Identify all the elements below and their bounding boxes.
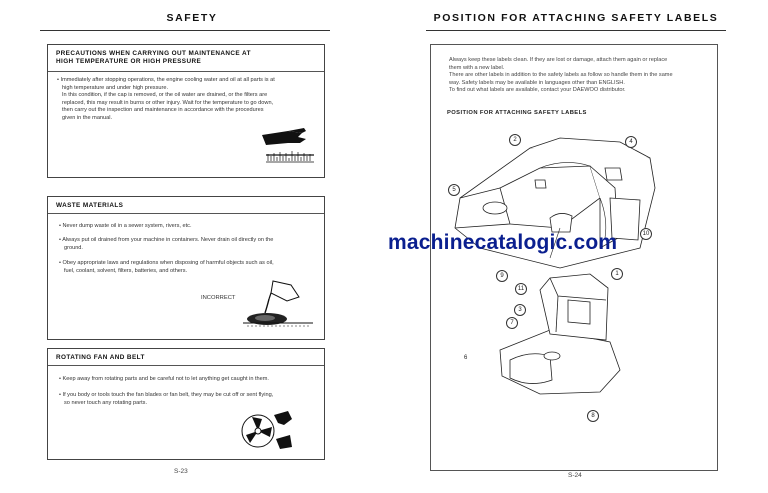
box-separator: [48, 365, 324, 366]
callout-4: 4: [625, 136, 637, 148]
left-page-number: S-23: [174, 468, 188, 475]
intro-line: Always keep these labels clean. If they are lost or damage, attach them again or replace: [449, 57, 668, 63]
right-page-number: S-24: [568, 472, 582, 479]
callout-1: 1: [611, 268, 623, 280]
box-separator: [48, 71, 324, 72]
waste-bullet-cont: ground.: [64, 244, 83, 251]
oil-dumping-illustration: [243, 279, 313, 329]
callout-2: 2: [509, 134, 521, 146]
waste-materials-box: [47, 196, 325, 340]
right-header-rule: [426, 30, 726, 31]
maintenance-line: high temperature and under high pressure.: [62, 84, 169, 91]
watermark-text: machinecatalogic.com: [388, 231, 618, 254]
fan-hand-illustration: [234, 409, 294, 455]
left-header-rule: [40, 30, 330, 31]
fan-bullet-cont: so never touch any rotating parts.: [64, 399, 148, 406]
maintenance-line: given in the manual.: [62, 114, 113, 121]
excavator-lower-view-diagram: [490, 270, 630, 400]
callout-6: 6: [464, 355, 468, 361]
callout-8: 8: [587, 410, 599, 422]
fan-bullet: • If you body or tools touch the fan blades or fan belt, they may be cut off or sent flying,: [59, 392, 274, 398]
maintenance-warning-box: [47, 44, 325, 178]
intro-line: There are other labels in addition to the safety labels as follow so handle them in the same: [449, 72, 673, 79]
callout-7: 7: [506, 317, 518, 329]
left-page-header: SAFETY: [166, 12, 218, 24]
hot-surface-hand-illustration: [258, 125, 318, 169]
labels-subheading: POSITION FOR ATTACHING SAFETY LABELS: [447, 110, 587, 116]
waste-bullet: • Always put oil drained from your machine in containers. Never drain oil directly on the: [59, 237, 274, 243]
fan-bullet: • Keep away from rotating parts and be careful not to let anything get caught in them.: [59, 376, 269, 382]
callout-9: 9: [496, 270, 508, 282]
right-page-header: POSITION FOR ATTACHING SAFETY LABELS: [433, 12, 719, 24]
maintenance-title-line2: HIGH TEMPERATURE OR HIGH PRESSURE: [56, 58, 202, 65]
intro-paragraph: [449, 57, 729, 95]
intro-line: them with a new label.: [449, 64, 505, 71]
maintenance-line: In this condition, if the cap is removed, or the oil water are drained, or the filters are: [62, 92, 268, 98]
callout-11: 11: [515, 283, 527, 295]
intro-line: To find out what labels are available, contact your DAEWOO distributor.: [449, 87, 626, 94]
waste-bullet: • Obey appropriate laws and regulations when disposing of harmful objects such as oil,: [59, 260, 274, 266]
box-separator: [48, 213, 324, 214]
waste-bullet-cont: fuel, coolant, solvent, filters, batteries, and others.: [64, 267, 188, 274]
maintenance-line: • Immediately after stopping operations, the engine cooling water and oil at all parts is at: [57, 77, 275, 83]
intro-line: way. Safety labels may be available in languages other than ENGLISH.: [449, 79, 625, 86]
callout-3: 3: [514, 304, 526, 316]
incorrect-label: INCORRECT: [201, 295, 236, 301]
maintenance-title-line1: PRECAUTIONS WHEN CARRYING OUT MAINTENANCE AT: [56, 50, 251, 57]
waste-bullet: • Never dump waste oil in a sewer system, rivers, etc.: [59, 223, 192, 229]
fan-title: ROTATING FAN AND BELT: [56, 354, 145, 361]
maintenance-line: then carry out the inspection and maintenance in accordance with the procedures: [62, 107, 264, 113]
callout-10: 10: [640, 228, 652, 240]
waste-title: WASTE MATERIALS: [56, 202, 124, 209]
rotating-fan-box: [47, 348, 325, 460]
excavator-upper-view-diagram: [440, 128, 670, 278]
maintenance-line: replaced, this may result in burns or other injury. Wait for the temperature to go down,: [62, 99, 274, 106]
callout-5: 5: [448, 184, 460, 196]
